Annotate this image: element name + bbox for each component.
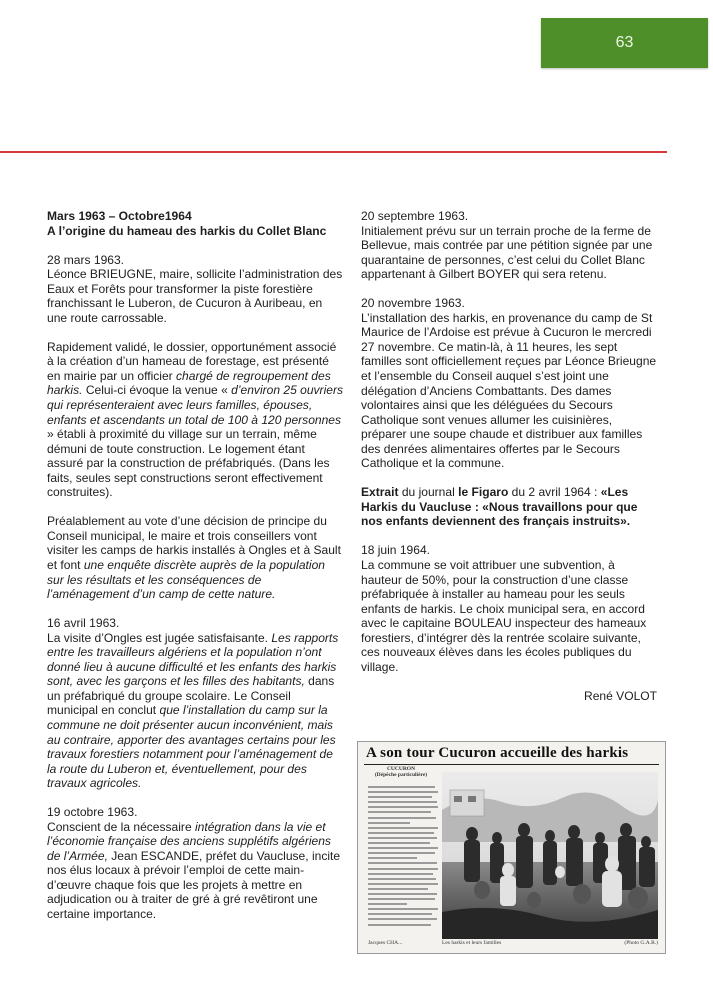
bold-run: «Les Harkis du Vaucluse : «Nous travaillons pour que nos enfants deviennent des français instruits». [361,485,638,529]
paragraph-dossier [47,340,343,500]
text-run: La visite d’Ongles est jugée satisfaisante. [47,630,272,645]
italic-run: que l’installation du camp sur la commune ne doit présenter aucun inconvénient, mais au contraire, apporter des avantages certains pour les travaux forestiers notamment pour l’aménagement de la route du Luberon et, éventuellement, pour des travaux agricoles. [47,703,336,791]
entry-18-juin-1964 [361,543,657,674]
text-run: du journal [398,485,459,500]
right-column [361,209,657,718]
author-signature: René VOLOT [584,688,657,703]
italic-run: une enquête discrète auprès de la population sur les résultats et les conséquences de l’aménagement d’un camp de cette nature. [47,557,325,602]
clipping-dateline: CUCURON [386,766,416,772]
left-column [47,209,343,936]
entry-date: 16 avril 1963. [47,616,120,631]
section-heading [47,209,343,238]
italic-run: d’environ 25 ouvriers qui représenteraient avec leurs familles, épouses, enfants et ascendants un total de 100 à 120 personnes [47,383,343,427]
heading-dates: Mars 1963 – Octobre1964 [47,209,192,223]
bold-run: le Figaro [458,485,509,500]
clipping-dateline-block [366,766,436,779]
entry-19-octobre-1963 [47,805,343,921]
entry-text: L’installation des harkis, en provenance du camp de St Maurice de l’Ardoise est prévue à Cucuron le mercredi 27 novembre. Ce matin-là, à 11 heures, les sept familles sont officiellement reçues par Léonce Brieugne et l’ensemble du Conseil auquel s’est joint une délégation d’Anciens Combattants. Des dames volontaires ainsi que les déléguées du Secours Catholique sont venues allumer les cuisinières, préparer une soupe chaude et distribuer aux familles des denrées alimentaires offertes par le Secours Catholique et la commune. [361,310,657,471]
clipping-rule [364,764,659,765]
paragraph-enquete [47,514,343,601]
entry-20-septembre-1963 [361,209,657,282]
entry-text: Initialement prévu sur un terrain proche de la ferme de Bellevue, mais contrée par une pétition signée par une quarantaine de personnes, c’est celui du Collet Blanc appartenant à Gilbert BOYER qui sera retenu. [361,223,653,282]
italic-run: Les rapports entre les travailleurs algériens et la population n’ont donné lieu à aucune difficulté et les enfants des harkis sont, avec les garçons et les filles des habitants, [47,630,339,689]
entry-date: 28 mars 1963. [47,252,125,267]
entry-date: 20 septembre 1963. [361,209,469,223]
italic-run: chargé de regroupement des harkis. [47,368,331,398]
clipping-photo [442,772,658,939]
entry-text: Léonce BRIEUGNE, maire, sollicite l’administration des Eaux et Forêts pour transformer la piste forestière franchissant le Luberon, de Cucuron à Auribeau, en une route carrossable. [47,267,343,325]
text-run: Préalablement au vote d’une décision de principe du Conseil municipal, le maire et trois conseillers vont visiter les camps de harkis installés à Ongles et à Sault et font [47,514,341,572]
text-run: » établi à proximité du village sur un terrain, même démuni de toute construction. Le logement étant assuré par la construction de préfabriqués. (Dans les faits, seules sept constructions seront effectivement construites). [47,427,330,500]
entry-text: La commune se voit attribuer une subvention, à hauteur de 50%, pour la construction d’une classe préfabriquée à installer au hameau pour les seuls enfants de harkis. Le choix municipal sera, en accord avec le capitaine BOULEAU inspecteur des hameaux forestiers, d’intégrer dès la rentrée scolaire suivante, ces nouveaux élèves dans les écoles publiques du village. [361,557,647,674]
entry-16-avril-1963 [47,616,343,791]
clipping-signoff: Jacques CHA... [368,940,403,946]
text-run: Conscient de la nécessaire [47,819,195,834]
figaro-extract [361,485,657,529]
entry-28-mars-1963 [47,253,343,326]
bold-run: Extrait [361,485,399,500]
page-number-tab [541,18,708,68]
clipping-article-text [368,786,438,936]
entry-date: 19 octobre 1963. [47,805,138,820]
entry-date: 20 novembre 1963. [361,296,465,311]
text-run: du 2 avril 1964 : [508,485,601,500]
clipping-subdateline: (Dépêche particulière) [374,772,428,779]
text-run: dans un préfabriqué du groupe scolaire. Le Conseil municipal en conclut [47,674,335,718]
clipping-headline: A son tour Cucuron accueille des harkis [366,745,629,761]
caption-right: (Photo G.A.R.) [624,940,658,946]
text-run: Celui-ci évoque la venue « [82,383,232,398]
page-number: 63 [615,34,634,51]
text-run: Jean ESCANDE, préfet du Vaucluse, incite nos élus locaux à prévoir l’emploi de cette main-d’œuvre chaque fois que les projets à mettre en adjudication ou à traiter de gré à gré revêtiront une certaine importance. [47,848,341,922]
italic-run: intégration dans la vie et l’économie française des anciens supplétifs algériens de l’Armée, [47,819,331,863]
text-run: Rapidement validé, le dossier, opportunément associé à la création d’un hameau de forestage, est présenté en mairie par un officier [47,339,337,383]
caption-left: Les harkis et leurs familles [442,940,502,946]
clipping-caption [442,940,658,946]
entry-20-novembre-1963 [361,296,657,471]
entry-date: 18 juin 1964. [361,543,430,558]
heading-title: A l’origine du hameau des harkis du Collet Blanc [47,223,327,238]
newspaper-clipping [357,741,666,954]
header-rule [0,151,667,153]
